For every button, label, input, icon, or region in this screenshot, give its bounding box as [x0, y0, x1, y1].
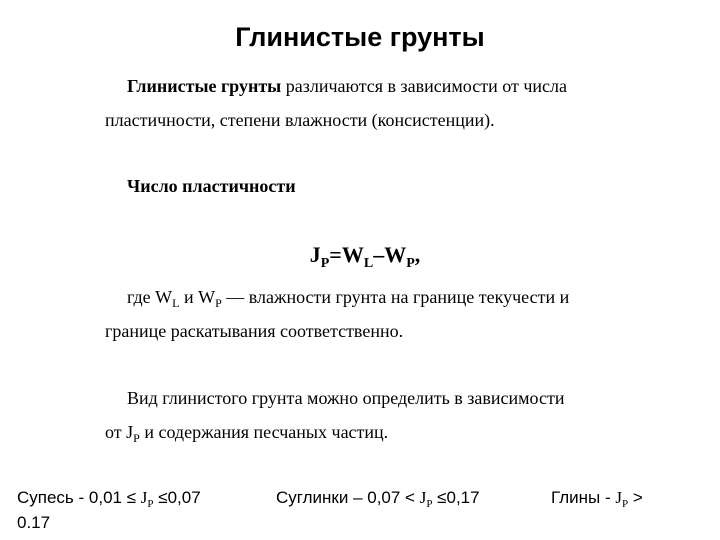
- where-sub-2: P: [215, 296, 222, 310]
- clay-j-sub: P: [622, 498, 629, 510]
- clay-range: [551, 486, 643, 516]
- formula-tail: ,: [414, 242, 421, 267]
- formula-lhs: J: [309, 242, 321, 267]
- formula-eq: =W: [329, 242, 364, 267]
- where-sub-1: L: [172, 296, 180, 310]
- loam-j: J: [419, 488, 427, 507]
- intro-line-2: пластичности, степени влажности (консистенции).: [105, 110, 495, 130]
- sandy-loam-j-sub: P: [147, 498, 154, 510]
- clay-rest: >: [628, 488, 643, 507]
- determine-line-2-rest: и содержания песчаных частиц.: [139, 422, 389, 442]
- where-line-2: границе раскатывания соответственно.: [105, 321, 404, 341]
- loam-range: [276, 486, 480, 516]
- clay-j: J: [615, 488, 623, 507]
- intro-line-1: [127, 76, 567, 96]
- loam-label: Суглинки – 0,07 <: [276, 488, 420, 507]
- clay-label: Глины -: [551, 488, 616, 507]
- plasticity-formula: [0, 242, 720, 272]
- intro-bold-term: Глинистые грунты: [127, 76, 282, 96]
- clay-range-continuation: 0.17: [17, 513, 51, 532]
- sandy-loam-rest: ≤0,07: [153, 488, 201, 507]
- determine-line-2: [105, 422, 388, 448]
- determine-line-2-start: от J: [105, 422, 134, 442]
- formula-minus: –W: [373, 242, 407, 267]
- determine-line-2-sub: P: [133, 431, 140, 445]
- formula-w2-sub: P: [406, 256, 415, 271]
- sandy-loam-label: Супесь - 0,01 ≤: [17, 488, 141, 507]
- plasticity-heading: Число пластичности: [127, 176, 296, 196]
- loam-rest: ≤0,17: [432, 488, 480, 507]
- slide-title: Глинистые грунты: [235, 22, 485, 52]
- where-prefix: где W: [127, 287, 173, 307]
- formula-lhs-sub: P: [320, 256, 330, 271]
- where-suffix: — влажности грунта на границе текучести и: [221, 287, 570, 307]
- loam-j-sub: P: [426, 498, 433, 510]
- formula-w1-sub: L: [363, 256, 374, 271]
- determine-line-1: Вид глинистого грунта можно определить в зависимости: [127, 388, 565, 408]
- where-mid: и W: [179, 287, 216, 307]
- intro-line-1-rest: различаются в зависимости от числа: [281, 76, 568, 96]
- sandy-loam-j: J: [140, 488, 148, 507]
- where-line: [127, 287, 569, 313]
